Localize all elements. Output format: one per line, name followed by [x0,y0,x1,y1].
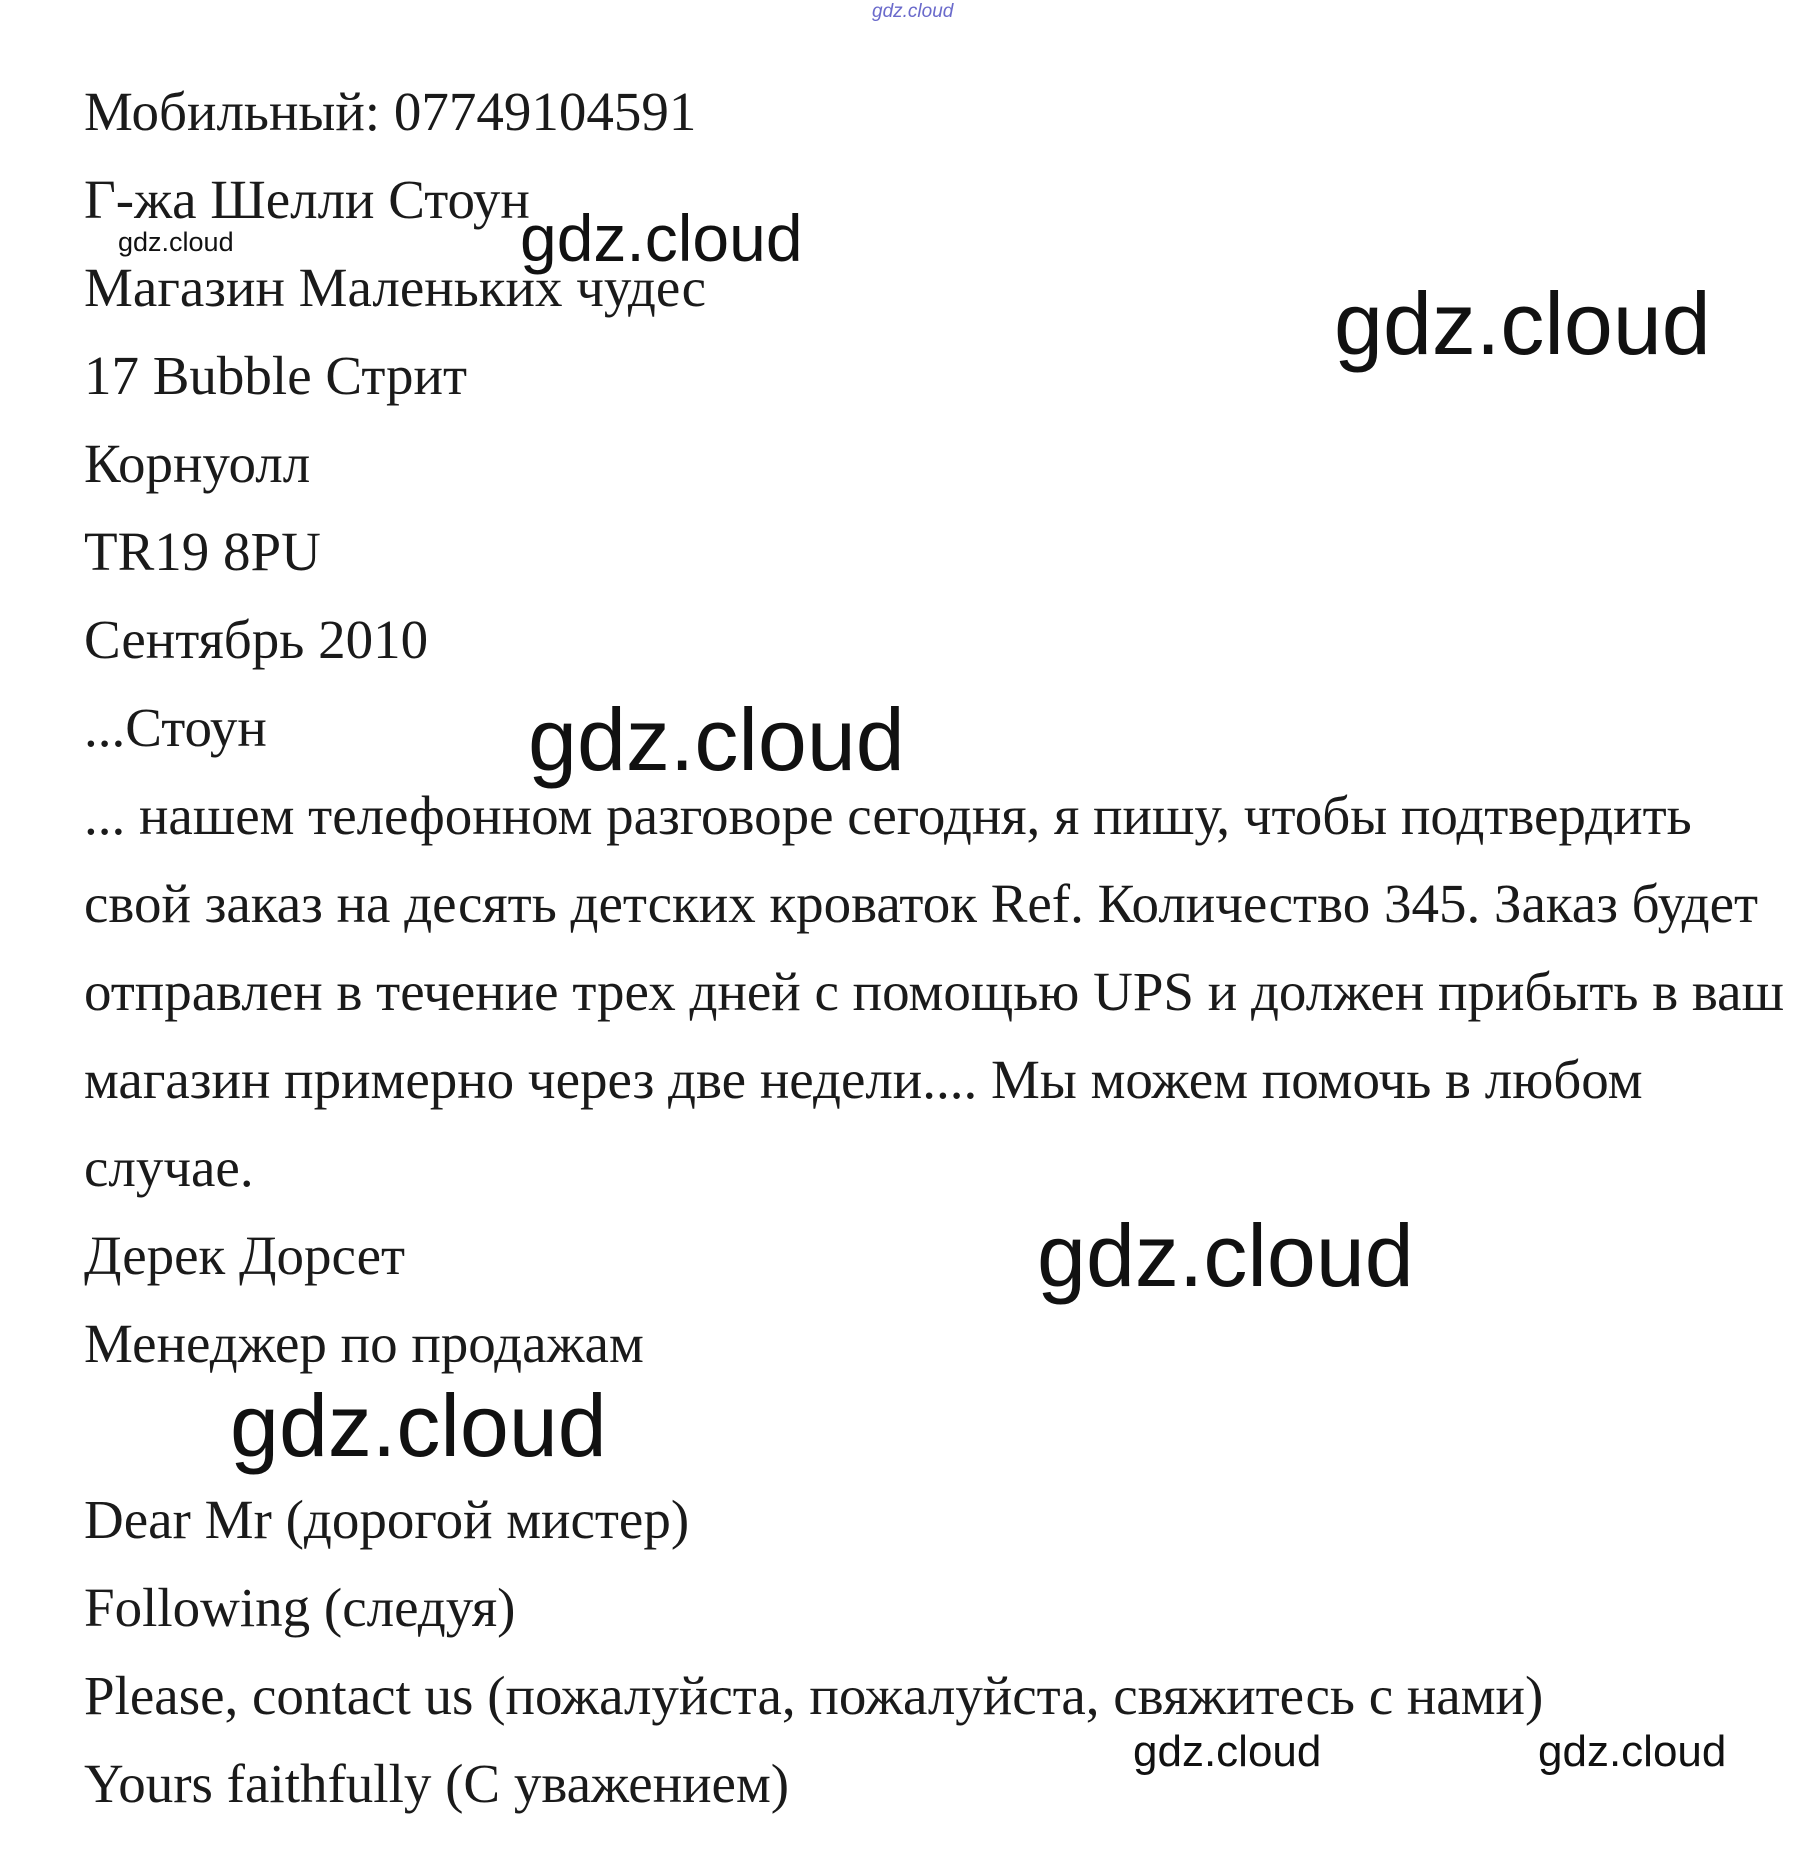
postcode: TR19 8PU [84,521,321,582]
watermark-top: gdz.cloud [872,1,954,22]
signature-title: Менеджер по продажам [84,1313,644,1374]
street-address: 17 Bubble Стрит [84,345,468,406]
signature-name: Дерек Дорсет [84,1225,406,1286]
recipient-name: Г-жа Шелли Стоун [84,169,530,230]
county: Корнуолл [84,433,311,494]
glossary-item: Dear Mr (дорогой мистер) [84,1489,690,1550]
watermark: gdz.cloud [520,201,803,275]
glossary-item: Please, contact us (пожалуйста, пожалуйста, свяжитесь с нами) [84,1665,1544,1726]
watermark: gdz.cloud [1334,274,1711,373]
watermark: gdz.cloud [528,690,905,789]
mobile-number: Мобильный: 07749104591 [84,81,697,142]
watermark-small: gdz.cloud [118,227,234,257]
watermark: gdz.cloud [1037,1206,1414,1305]
glossary-item: Following (следуя) [84,1577,516,1638]
salutation: ...Стоун [84,697,267,758]
watermark: gdz.cloud [1133,1727,1322,1776]
glossary-item: Yours faithfully (С уважением) [84,1753,790,1814]
watermark: gdz.cloud [1538,1727,1727,1776]
letter-body: ... нашем телефонном разговоре сегодня, я пишу, чтобы подтвердить свой заказ на десять детских кроваток Ref. Количество 345. Заказ будет отправлен в течение трех дней с помощью UPS и должен прибыть в ваш магазин примерно через две недели.... Мы можем помочь в любом случае. [84,785,1784,1198]
letter-date: Сентябрь 2010 [84,609,429,670]
shop-name: Магазин Маленьких чудес [84,257,707,318]
watermark: gdz.cloud [230,1376,607,1475]
